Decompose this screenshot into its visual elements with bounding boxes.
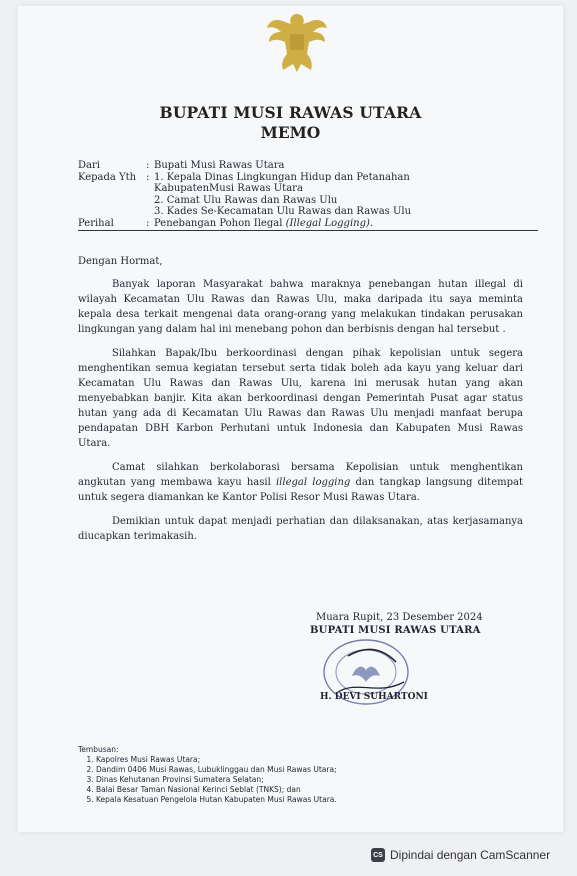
from-row: Dari : Bupati Musi Rawas Utara xyxy=(78,160,538,172)
memo-paper xyxy=(18,6,563,832)
cc-item: 2. Dandim 0406 Musi Rawas, Lubuklinggau dan Musi Rawas Utara; xyxy=(96,765,337,775)
to-line: 3. Kades Se-Kecamatan Ulu Rawas dan Rawas Ulu xyxy=(154,206,412,217)
camscanner-watermark xyxy=(371,848,550,862)
paragraph-2: Silahkan Bapak/Ibu berkoordinasi dengan pihak kepolisian untuk segera menghentikan semua kegiatan tersebut serta tidak boleh ada kayu yang keluar dari Kecamatan Ulu Rawas dan Rawas Ulu, karena ini merusak hutan yang akan menyebabkan banjir. Kita akan berkoordinasi dengan Pemerintah Pusat agar status hutan yang ada di Kecamatan Ulu Rawas dan Rawas Ulu menjadi manfaat berupa pendapatan DBH Karbon Perhutani untuk Indonesia dan Kabupaten Musi Rawas Utara. xyxy=(78,348,523,449)
cc-item: 3. Dinas Kehutanan Provinsi Sumatera Selatan; xyxy=(96,775,337,785)
camscanner-icon: CS xyxy=(371,848,385,862)
to-label: Kepada Yth xyxy=(78,171,137,183)
camscanner-label: Dipindai dengan CamScanner xyxy=(390,848,551,862)
subject-value: Penebangan Pohon Ilegal (Illegal Logging). xyxy=(154,217,374,229)
subject-label: Perihal xyxy=(78,217,114,229)
meta-divider xyxy=(78,230,538,231)
paragraph-4: Demikian untuk dapat menjadi perhatian dan dilaksanakan, atas kerjasamanya diucapkan terimakasih. xyxy=(78,516,523,542)
paragraph-1: Banyak laporan Masyarakat bahwa maraknya penebangan hutan illegal di wilayah Kecamatan Ulu Rawas dan Rawas Ulu, maka daripada itu saya meminta kepala desa terkait mengenai data orang-orang yang melakukan tindakan perusakan lingkungan yang dalam hal ini menebang pohon dan berbisnis dengan hal tersebut . xyxy=(78,279,523,335)
greeting: Dengan Hormat, xyxy=(78,256,163,267)
to-line: KabupatenMusi Rawas Utara xyxy=(154,183,303,194)
memo-body xyxy=(78,254,523,553)
place-date: Muara Rupit, 23 Desember 2024 xyxy=(316,612,483,623)
cc-title: Tembusan: xyxy=(78,745,119,754)
signatory-office: BUPATI MUSI RAWAS UTARA xyxy=(310,625,481,636)
subject-row: Perihal : Penebangan Pohon Ilegal (Illegal Logging). xyxy=(78,218,538,230)
to-line: 1. Kepala Dinas Lingkungan Hidup dan Petanahan xyxy=(154,171,410,183)
from-value: Bupati Musi Rawas Utara xyxy=(154,160,285,171)
to-row: Kepada Yth : 1. Kepala Dinas Lingkungan Hidup dan Petanahan KabupatenMusi Rawas Utara 2. Camat Ulu Rawas dan Rawas Ulu 3. Kades Se-Kecamatan Ulu Rawas dan Rawas Ulu xyxy=(78,172,538,218)
cc-item: 5. Kepala Kesatuan Pengelola Hutan Kabupaten Musi Rawas Utara. xyxy=(96,795,337,805)
garuda-emblem-icon xyxy=(263,10,331,76)
paragraph-3: Camat silahkan berkolaborasi bersama Kepolisian untuk menghentikan angkutan yang membawa kayu hasil illegal logging dan tangkap langsung ditempat untuk segera diamankan ke Kantor Polisi Resor Musi Rawas Utara. xyxy=(78,462,523,503)
memo-meta xyxy=(78,160,538,231)
signatory-name: H. DEVI SUHARTONI xyxy=(320,692,428,702)
cc-item: 4. Balai Besar Taman Nasional Kerinci Seblat (TNKS); dan xyxy=(96,785,337,795)
cc-item: 1. Kapolres Musi Rawas Utara; xyxy=(96,755,337,765)
to-line: 2. Camat Ulu Rawas dan Rawas Ulu xyxy=(154,194,338,206)
from-label: Dari xyxy=(78,160,100,171)
signature-block xyxy=(310,612,530,702)
letterhead-title: BUPATI MUSI RAWAS UTARA xyxy=(159,103,422,122)
carbon-copy-list xyxy=(78,745,337,805)
memo-heading: MEMO xyxy=(260,123,321,142)
